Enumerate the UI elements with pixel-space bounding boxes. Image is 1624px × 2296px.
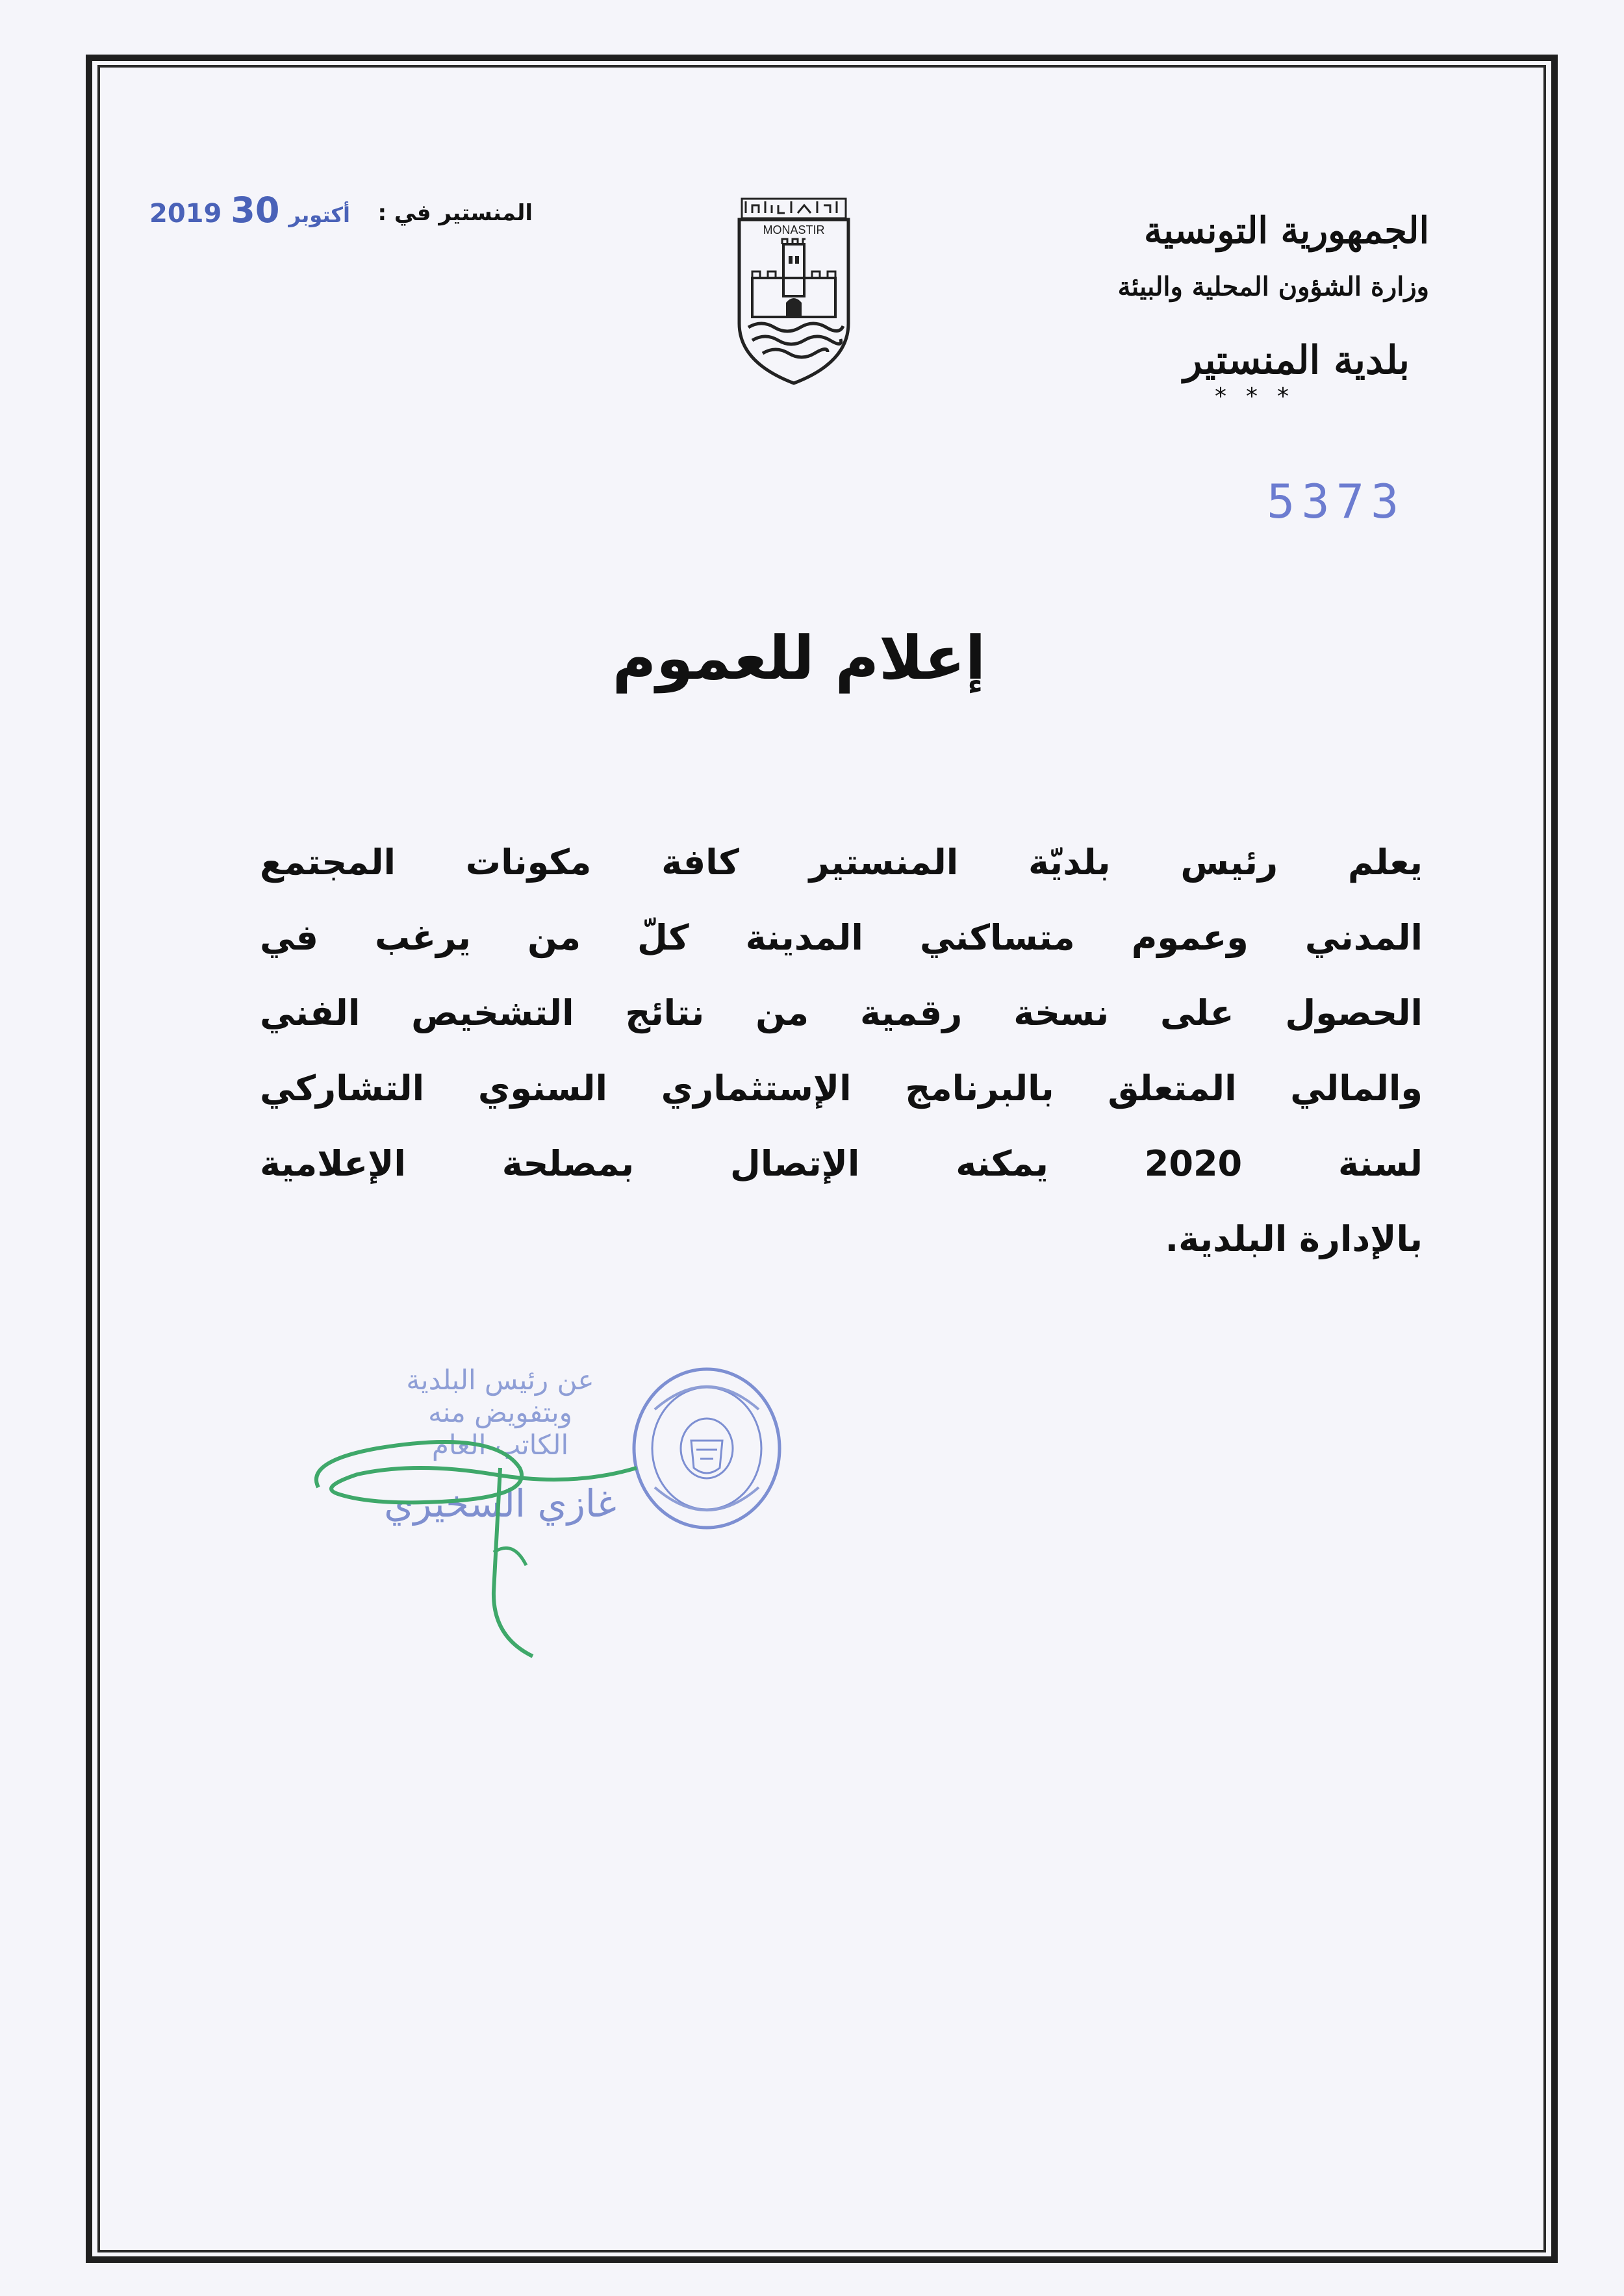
date-year: 2019 bbox=[149, 199, 222, 229]
ministry-heading: وزارة الشؤون المحلية والبيئة bbox=[1117, 271, 1429, 302]
body-line: المدني وعموم متساكني المدينة كلّ من يرغب في bbox=[260, 917, 1423, 958]
place-label: المنستير في : bbox=[377, 200, 533, 226]
signatory-name: غازي السخيري bbox=[384, 1482, 616, 1526]
signature-line-3: الكاتب العام bbox=[431, 1429, 569, 1461]
date-month: أكتوبر bbox=[288, 203, 350, 227]
municipality-heading: بلدية المنستير bbox=[1183, 338, 1410, 383]
logo-label: MONASTIR bbox=[763, 223, 825, 236]
body-line: يعلم رئيس بلديّة المنستير كافة مكونات المجتمع bbox=[260, 842, 1423, 883]
body-paragraph bbox=[260, 825, 1423, 1277]
body-line: والمالي المتعلق بالبرنامج الإستثماري السنوي التشاركي bbox=[260, 1068, 1423, 1109]
document-title: إعلام للعموم bbox=[612, 624, 986, 693]
body-line: الحصول على نسخة رقمية من نتائج التشخيص الفني bbox=[260, 992, 1423, 1033]
handwritten-signature bbox=[299, 1422, 676, 1669]
body-line: لسنة 2020 يمكنه الإتصال بمصلحة الإعلامية bbox=[260, 1143, 1423, 1184]
body-line: بالإدارة البلدية. bbox=[1165, 1218, 1423, 1259]
date-stamp bbox=[149, 190, 350, 231]
signature-line-2: وبتفويض منه bbox=[428, 1396, 572, 1428]
republic-heading: الجمهورية التونسية bbox=[1144, 209, 1429, 252]
reference-number: 5373 bbox=[1267, 474, 1406, 529]
monastir-logo bbox=[733, 194, 855, 388]
signature-line-1: عن رئيس البلدية bbox=[406, 1364, 594, 1396]
stars-decoration: *** bbox=[1215, 383, 1308, 410]
date-day: 30 bbox=[231, 190, 280, 231]
